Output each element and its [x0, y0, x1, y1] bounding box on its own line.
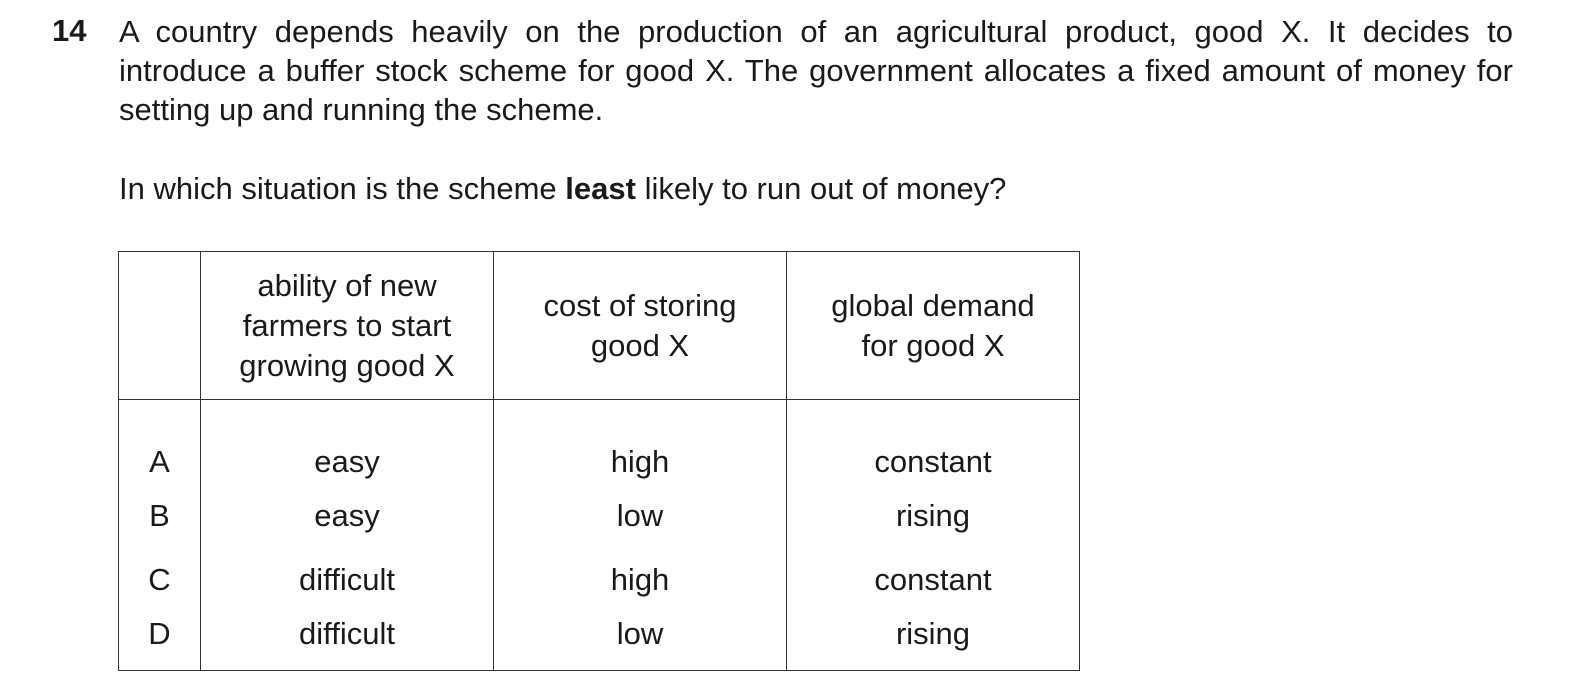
- table-cell: constant: [787, 548, 1080, 612]
- header-label: ability of new farmers to start growing good X: [239, 267, 455, 383]
- options-table: [118, 251, 1080, 671]
- header-cell-cost-of-storing: [494, 252, 787, 400]
- question-prompt: [119, 169, 1006, 208]
- question-stem: A country depends heavily on the production of an agricultural product, good X. It decides to introduce a buffer stock scheme for good X. The government allocates a fixed amount of money for setting up and running the scheme.: [119, 14, 1513, 127]
- table-header-row: [119, 252, 1080, 400]
- option-label: A: [119, 400, 201, 485]
- header-cell-ability-new-farmers: [201, 252, 494, 400]
- prompt-text-start: In which situation is the scheme: [119, 171, 566, 206]
- table-cell: rising: [787, 484, 1080, 548]
- option-label: C: [119, 548, 201, 612]
- option-label: D: [119, 612, 201, 671]
- table-cell: easy: [201, 484, 494, 548]
- table-row: [119, 548, 1080, 612]
- table-row: [119, 484, 1080, 548]
- header-label: global demand for good X: [831, 287, 1035, 363]
- prompt-text-end: likely to run out of money?: [635, 171, 1007, 206]
- option-label: B: [119, 484, 201, 548]
- table-cell: low: [494, 612, 787, 671]
- question-number: 14: [52, 13, 87, 48]
- table-row: [119, 400, 1080, 485]
- table-cell: low: [494, 484, 787, 548]
- prompt-emphasis: least: [565, 171, 636, 206]
- table-cell: high: [494, 400, 787, 485]
- table-cell: difficult: [201, 548, 494, 612]
- header-cell-empty: [119, 252, 201, 400]
- table-cell: rising: [787, 612, 1080, 671]
- table-cell: high: [494, 548, 787, 612]
- table-cell: constant: [787, 400, 1080, 485]
- header-label: cost of storing good X: [543, 287, 737, 363]
- table-cell: difficult: [201, 612, 494, 671]
- table-cell: easy: [201, 400, 494, 485]
- table-row: [119, 612, 1080, 671]
- header-cell-global-demand: [787, 252, 1080, 400]
